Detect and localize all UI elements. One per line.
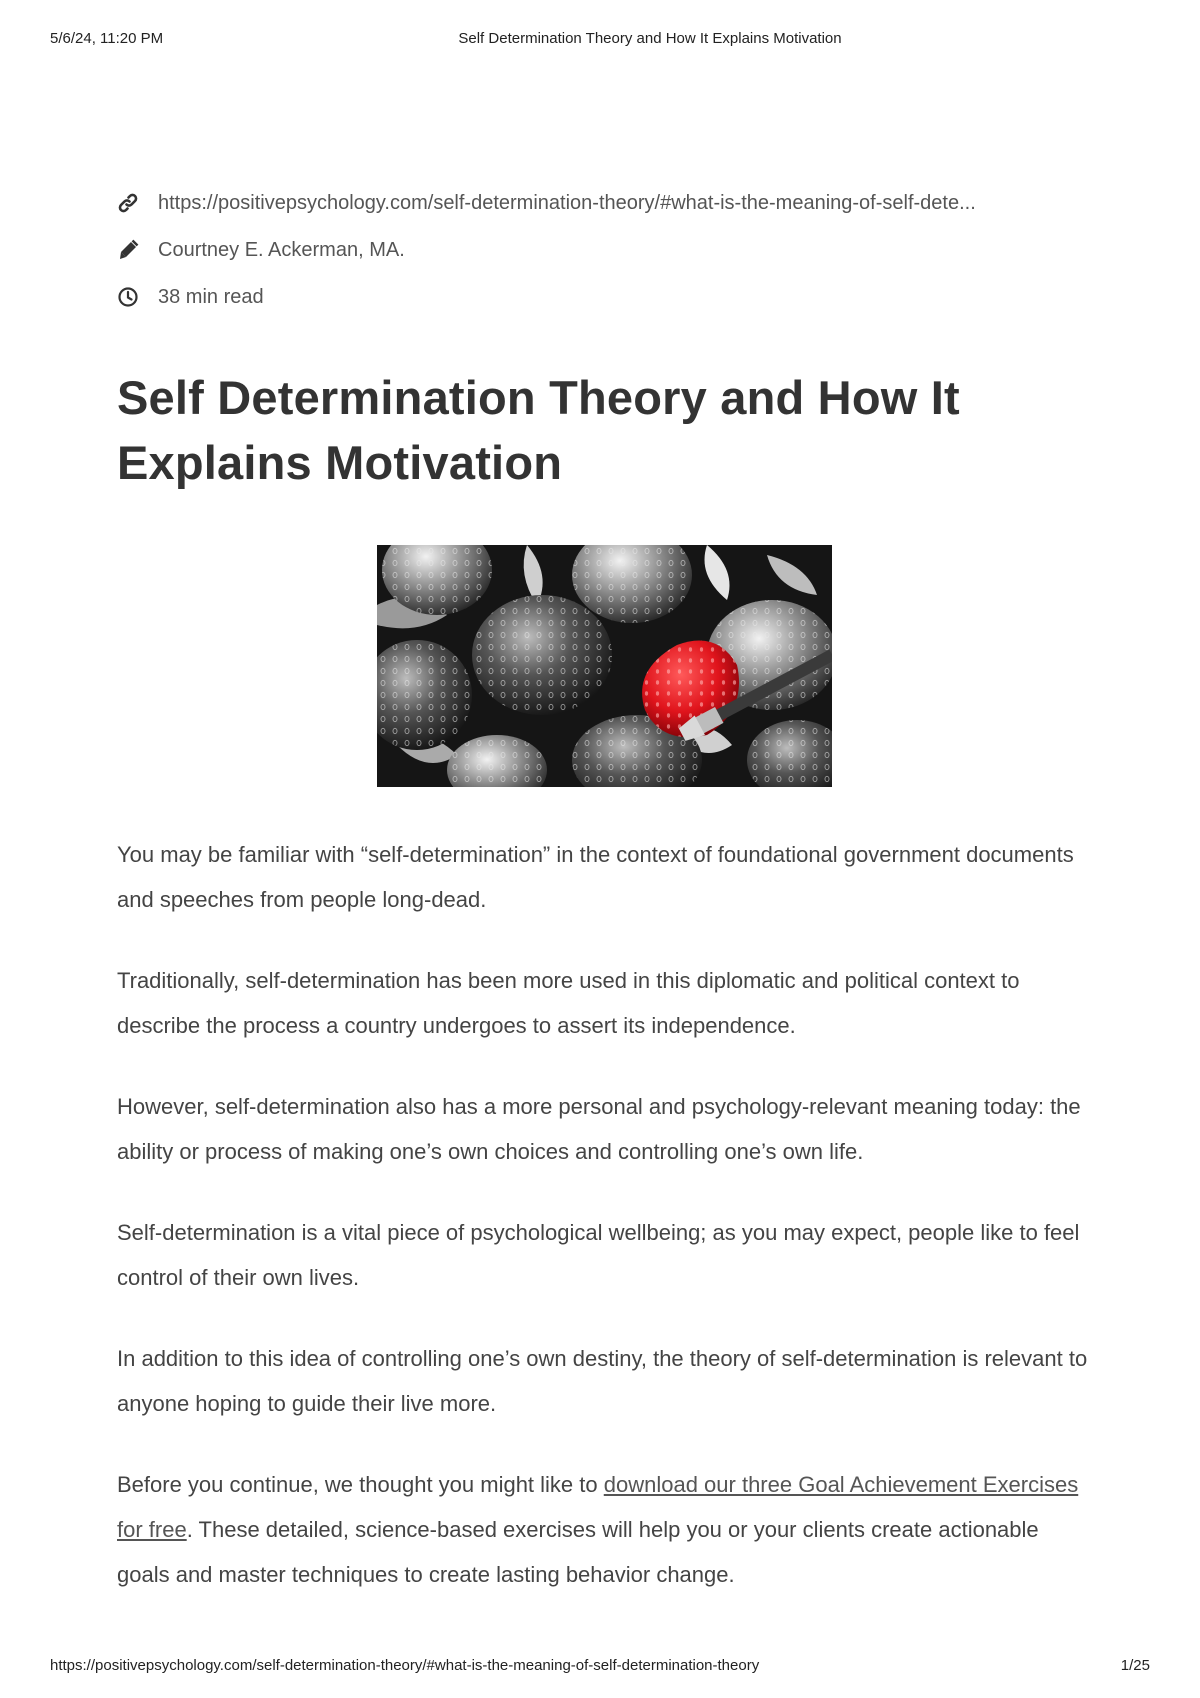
paragraph: In addition to this idea of controlling one’s own destiny, the theory of self-determination is relevant to anyone hoping to guide their live more. (117, 1346, 1088, 1416)
link-icon (117, 192, 139, 214)
meta-read-time: 38 min read (158, 285, 264, 308)
article-body (117, 832, 1097, 1597)
meta-author-row (117, 237, 1097, 263)
meta-author: Courtney E. Ackerman, MA. (158, 238, 405, 261)
cta-paragraph (117, 1462, 1097, 1597)
hero-image-strawberries (377, 545, 832, 787)
cta-text-before: Before you continue, we thought you might like to (117, 1472, 604, 1497)
goal-exercises-download-link[interactable]: download our three Goal Achievement Exercises for free (117, 1472, 1079, 1542)
paragraph: You may be familiar with “self-determination” in the context of foundational government documents and speeches from people long-dead. (117, 842, 1074, 912)
article-title: Self Determination Theory and How It Explains Motivation (117, 371, 960, 489)
pen-icon (117, 239, 139, 261)
print-datetime: 5/6/24, 11:20 PM (50, 30, 164, 47)
meta-url[interactable]: https://positivepsychology.com/self-determination-theory/#what-is-the-meaning-of-self-dete... (158, 191, 976, 214)
print-page-number: 1/25 (1120, 1657, 1150, 1674)
clock-icon (117, 286, 139, 308)
print-header (50, 30, 1150, 50)
paragraph: Self-determination is a vital piece of psychological wellbeing; as you may expect, people like to feel control of their own lives. (117, 1220, 1080, 1290)
paragraph: Traditionally, self-determination has been more used in this diplomatic and political context to describe the process a country undergoes to assert its independence. (117, 968, 1020, 1038)
print-footer-url: https://positivepsychology.com/self-determination-theory/#what-is-the-meaning-of-self-determination-theory (50, 1657, 760, 1674)
cta-text-after: . These detailed, science-based exercises will help you or your clients create actionable goals and master techniques to create lasting behavior change. (117, 1517, 1039, 1587)
article-content (117, 190, 1097, 1633)
print-doc-title: Self Determination Theory and How It Explains Motivation (458, 30, 842, 47)
print-footer (50, 1657, 1150, 1677)
meta-readtime-row (117, 284, 1097, 310)
paragraph: However, self-determination also has a more personal and psychology-relevant meaning today: the ability or process of making one’s own choices and controlling one’s own life. (117, 1094, 1081, 1164)
meta-url-row (117, 190, 1097, 216)
